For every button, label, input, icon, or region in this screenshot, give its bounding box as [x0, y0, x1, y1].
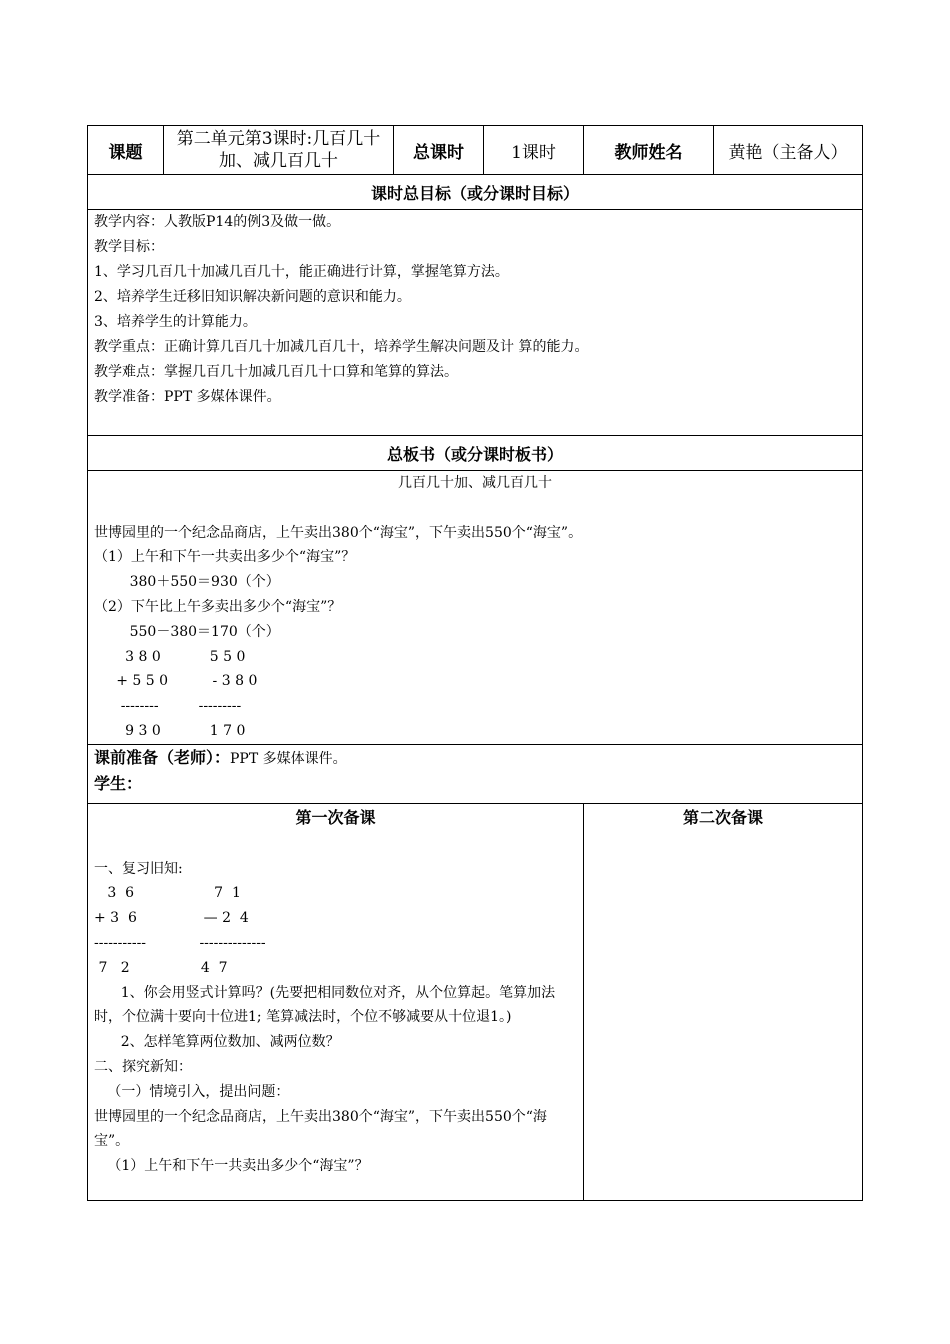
board-subtitle: 几百几十加、减几百几十 [398, 475, 552, 491]
objective-line: 教学重点：正确计算几百几十加减几百几十，培养学生解决问题及计 算的能力。 [94, 339, 589, 355]
first-prep-paragraph: 世博园里的一个纪念品商店，上午卖出380个“海宝”，下午卖出550个“海宝”。 [94, 1108, 547, 1150]
total-hours-value: 1课时 [484, 126, 584, 175]
teacher-label: 教师姓名 [584, 126, 714, 175]
objective-line: 教学目标： [94, 239, 164, 255]
board-line: 世博园里的一个纪念品商店，上午卖出380个“海宝”，下午卖出550个“海宝”。 [94, 524, 583, 541]
second-prep-title: 第二次备课 [682, 807, 763, 827]
objective-line: 教学准备：PPT 多媒体课件。 [94, 389, 281, 405]
first-prep-line: ----------- -------------- [94, 934, 266, 951]
topic-value: 第二单元第3课时:几百几十加、减几百几十 [164, 126, 394, 175]
first-prep-line: 7 2 4 7 [94, 959, 228, 976]
board-line: 3 8 0 5 5 0 [94, 648, 246, 665]
board-line: （1）上午和下午一共卖出多少个“海宝”？ [94, 549, 356, 566]
objective-line: 3、培养学生的计算能力。 [94, 314, 257, 330]
prep-teacher-value: PPT 多媒体课件。 [230, 750, 347, 767]
objective-line: 教学难点：掌握几百几十加减几百几十口算和笔算的算法。 [94, 364, 458, 380]
first-prep-cell [88, 803, 584, 1200]
board-line: （2）下午比上午多卖出多少个“海宝”？ [94, 598, 342, 615]
objectives-title: 课时总目标（或分课时目标） [88, 175, 863, 210]
first-prep-line: 3 6 7 1 [94, 885, 241, 902]
board-title: 总板书（或分课时板书） [88, 436, 863, 471]
first-prep-line: 二、探究新知： [94, 1058, 192, 1075]
first-prep-paragraph: 1、你会用竖式计算吗？(先要把相同数位对齐，从个位算起。笔算加法时，个位满十要向十位进1; 笔算减法时，个位不够减要从十位退1。) [94, 984, 556, 1026]
board-line: 9 3 0 1 7 0 [94, 722, 246, 739]
objective-line: 教学内容：人教版P14的例3及做一做。 [94, 214, 341, 230]
teacher-value: 黄艳（主备人） [714, 126, 863, 175]
board-line: + 5 5 0 - 3 8 0 [94, 673, 258, 690]
objective-line: 2、培养学生迁移旧知识解决新问题的意识和能力。 [94, 289, 411, 305]
first-prep-line: + 3 6 — 2 4 [94, 910, 249, 927]
header-row [88, 126, 863, 175]
first-prep-line: （1）上午和下午一共卖出多少个“海宝”？ [94, 1158, 369, 1175]
lesson-plan-table [87, 125, 862, 1201]
first-prep-line: 一、复习旧知: [94, 860, 183, 877]
board-line: 380＋550＝930（个） [94, 574, 280, 591]
prep-content [88, 744, 863, 803]
objective-line: 1、学习几百几十加减几百几十，能正确进行计算，掌握笔算方法。 [94, 264, 509, 280]
second-prep-cell [584, 803, 863, 1200]
board-content [88, 471, 863, 745]
first-prep-line: （一）情境引入，提出问题： [94, 1083, 290, 1100]
objectives-content [88, 210, 863, 436]
prep-student-label: 学生： [94, 773, 143, 793]
prep-teacher-label: 课前准备（老师）： [94, 747, 231, 767]
first-prep-title: 第一次备课 [295, 807, 376, 827]
board-line: -------- --------- [94, 698, 242, 715]
first-prep-line: 2、怎样笔算两位数加、减两位数？ [94, 1034, 340, 1051]
topic-label: 课题 [88, 126, 164, 175]
total-hours-label: 总课时 [394, 126, 484, 175]
board-line: 550－380＝170（个） [94, 623, 280, 640]
